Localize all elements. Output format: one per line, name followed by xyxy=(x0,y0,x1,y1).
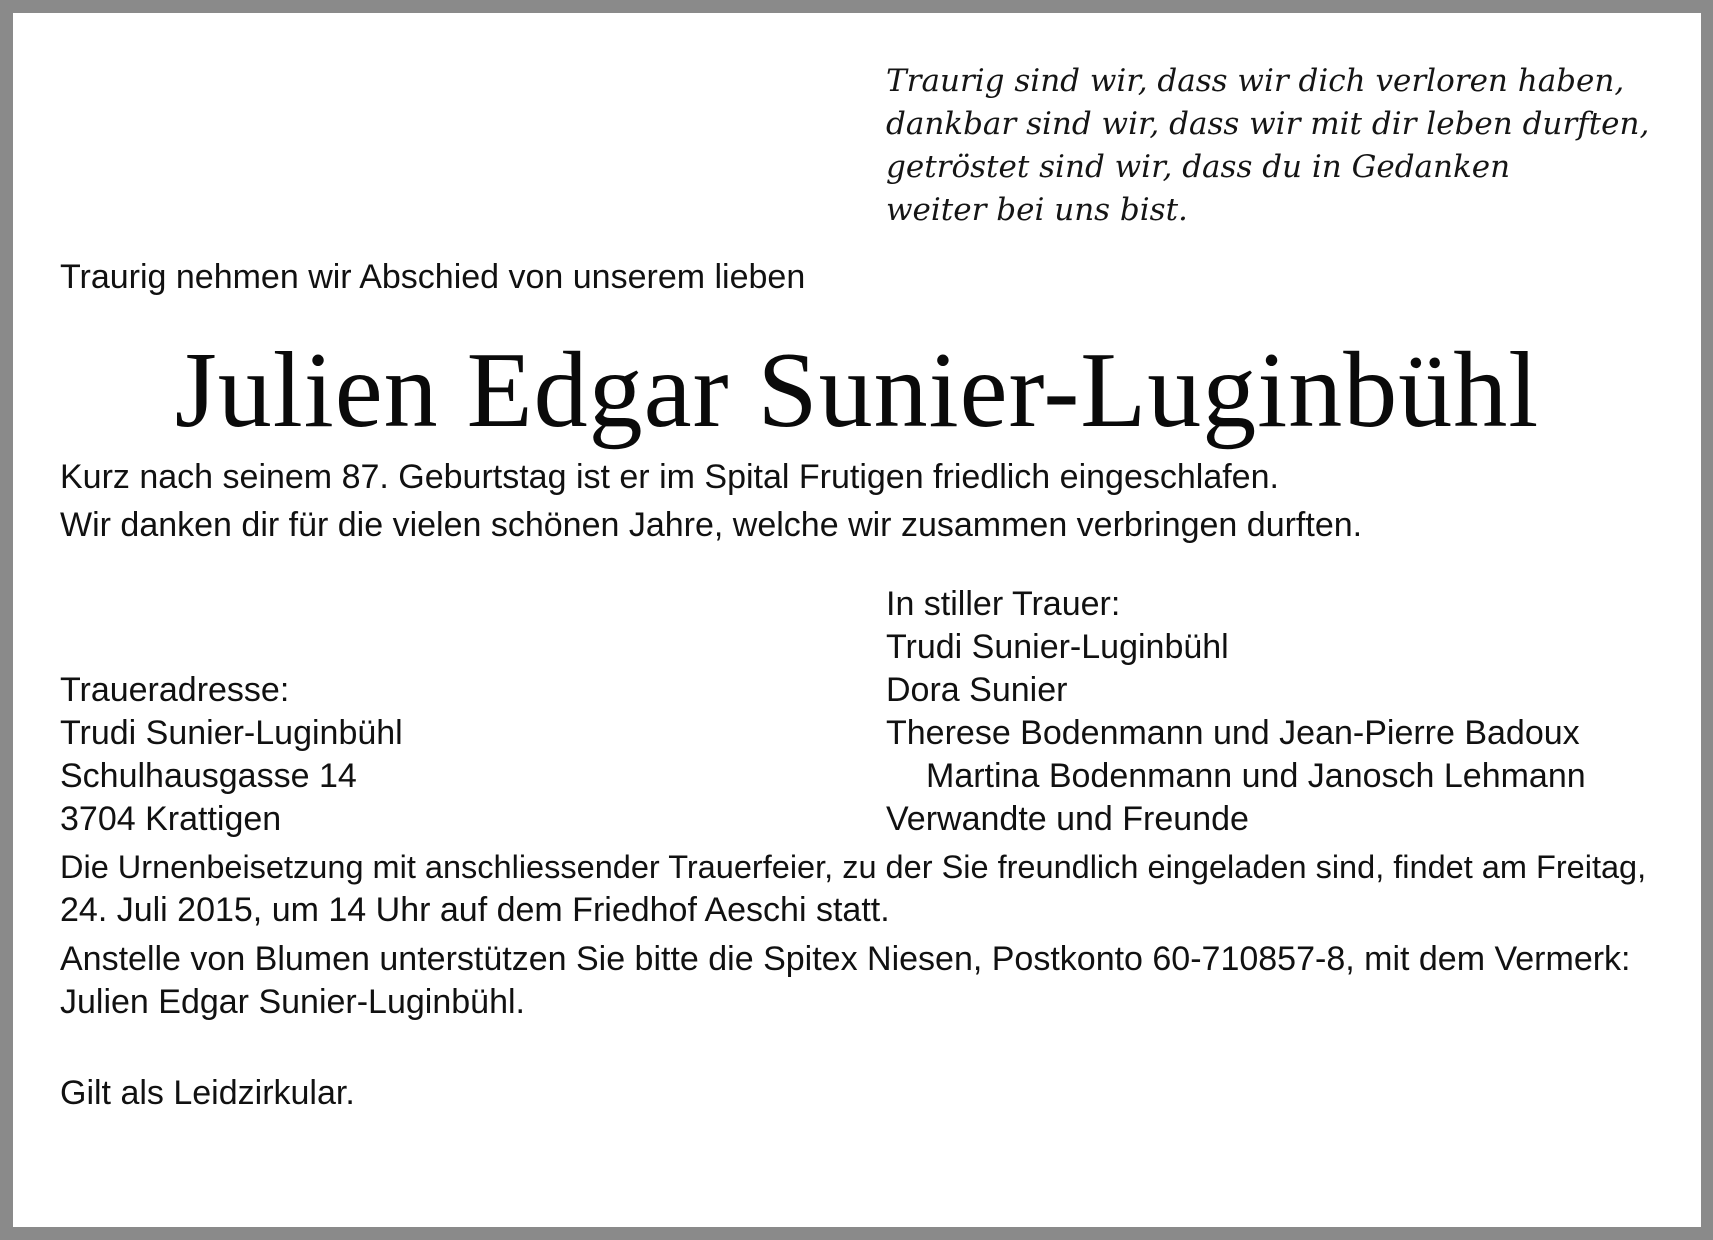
mourner-name: Trudi Sunier-Luginbühl xyxy=(886,628,1229,666)
intro-text: Traurig nehmen wir Abschied von unserem lieben xyxy=(60,258,806,296)
poem-line: Traurig sind wir, dass wir dich verloren haben, xyxy=(886,63,1625,99)
ceremony-paragraph xyxy=(60,846,1652,932)
mourners-block xyxy=(886,583,1586,841)
address-name: Trudi Sunier-Luginbühl xyxy=(60,714,403,752)
body-line: Wir danken dir für die vielen schönen Jahre, welche wir zusammen verbringen durften. xyxy=(60,506,1363,544)
poem-quote xyxy=(886,60,1649,232)
ceremony-line: Die Urnenbeisetzung mit anschliessender Trauerfeier, zu der Sie freundlich eingeladen sind, findet am Freitag, xyxy=(60,849,1647,885)
donation-paragraph xyxy=(60,938,1652,1024)
mourners-label: In stiller Trauer: xyxy=(886,585,1121,623)
ceremony-line: 24. Juli 2015, um 14 Uhr auf dem Friedhof Aeschi statt. xyxy=(60,891,890,929)
poem-line: weiter bei uns bist. xyxy=(886,192,1188,228)
donation-line: Julien Edgar Sunier-Luginbühl. xyxy=(60,983,525,1021)
closing-note: Gilt als Leidzirkular. xyxy=(60,1074,355,1112)
obituary-notice xyxy=(13,13,1701,1227)
address-street: Schulhausgasse 14 xyxy=(60,757,357,795)
poem-line: dankbar sind wir, dass wir mit dir leben durften, xyxy=(886,106,1650,142)
mourner-name: Therese Bodenmann und Jean-Pierre Badoux xyxy=(886,714,1580,752)
mourner-name: Dora Sunier xyxy=(886,671,1068,709)
mourner-name: Martina Bodenmann und Janosch Lehmann xyxy=(926,757,1586,795)
mourner-name: Verwandte und Freunde xyxy=(886,800,1249,838)
address-city: 3704 Krattigen xyxy=(60,800,282,838)
body-line: Kurz nach seinem 87. Geburtstag ist er im Spital Frutigen friedlich eingeschlafen. xyxy=(60,458,1279,496)
address-block xyxy=(60,669,403,841)
poem-line: getröstet sind wir, dass du in Gedanken xyxy=(886,149,1511,185)
donation-line: Anstelle von Blumen unterstützen Sie bitte die Spitex Niesen, Postkonto 60-710857-8, mit dem Vermerk: xyxy=(60,940,1631,978)
deceased-name: Julien Edgar Sunier-Luginbühl xyxy=(174,331,1540,450)
address-label: Traueradresse: xyxy=(60,671,290,709)
